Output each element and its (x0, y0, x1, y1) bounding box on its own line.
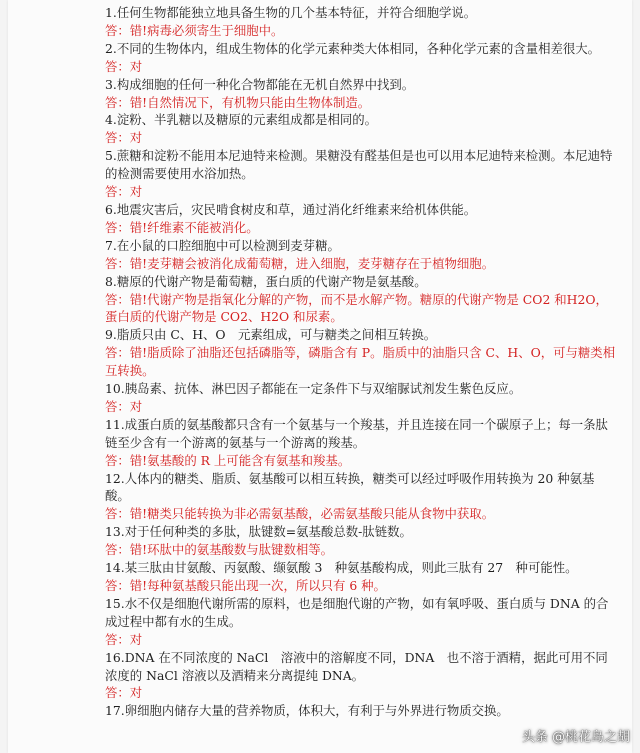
question-10: 10.胰岛素、抗体、淋巴因子都能在一定条件下与双缩脲试剂发生紫色反应。 (105, 381, 522, 397)
question-14: 14.某三肽由甘氨酸、丙氨酸、缬氨酸 3 种氨基酸构成，则此三肽有 27 种可能性。 (105, 560, 578, 576)
question-15: 15.水不仅是细胞代谢所需的原料，也是细胞代谢的产物，如有氧呼吸、蛋白质与 DNA 的合成过程中都有水的生成。 (105, 595, 609, 629)
answer-2: 答：对 (105, 58, 143, 74)
answer-13: 答：错!环肽中的氨基酸数与肽键数相等。 (105, 542, 334, 558)
question-13: 13.对于任何种类的多肽，肽键数=氨基酸总数-肽链数。 (105, 524, 412, 540)
question-7: 7.在小鼠的口腔细胞中可以检测到麦芽糖。 (105, 237, 340, 253)
question-4: 4.淀粉、半乳糖以及糖原的元素组成都是相同的。 (105, 112, 378, 128)
answer-6: 答：错!纤维素不能被消化。 (105, 219, 259, 235)
question-17: 17.卵细胞内储存大量的营养物质，体积大，有利于与外界进行物质交换。 (105, 703, 509, 719)
question-2: 2.不同的生物体内，组成生物体的化学元素种类大体相同，各种化学元素的含量相差很大。 (105, 40, 601, 56)
answer-11: 答：错!氨基酸的 R 上可能含有氨基和羧基。 (105, 452, 351, 468)
answer-1: 答：错!病毒必须寄生于细胞中。 (105, 22, 284, 38)
watermark: 头条 @桃花岛之胡 (521, 730, 630, 745)
answer-5: 答：对 (105, 184, 143, 200)
answer-4: 答：对 (105, 130, 143, 146)
qa-list (105, 4, 617, 720)
question-3: 3.构成细胞的任何一种化合物都能在无机自然界中找到。 (105, 76, 415, 92)
document-page (8, 0, 632, 753)
answer-14: 答：错!每种氨基酸只能出现一次，所以只有 6 种。 (105, 578, 386, 593)
answer-3: 答：错!自然情况下，有机物只能由生物体制造。 (105, 94, 371, 110)
answer-8: 答：错!代谢产物是指氧化分解的产物，而不是水解产物。糖原的代谢产物是 CO2 和H2O，蛋白质的代谢产物是 CO2、H2O 和尿素。 (105, 291, 608, 325)
answer-10: 答：对 (105, 398, 143, 414)
question-16: 16.DNA 在不同浓度的 NaCl 溶液中的溶解度不同，DNA 也不溶于酒精，据此可用不同浓度的 NaCl 溶液以及酒精来分离提纯 DNA。 (105, 649, 608, 683)
answer-15: 答：对 (105, 631, 143, 647)
question-5: 5.蔗糖和淀粉不能用本尼迪特来检测。果糖没有醛基但是也可以用本尼迪特来检测。本尼迪特的检测需要使用水浴加热。 (105, 148, 613, 182)
question-12: 12.人体内的糖类、脂质、氨基酸可以相互转换，糖类可以经过呼吸作用转换为 20 种氨基酸。 (105, 470, 595, 504)
answer-7: 答：错!麦芽糖会被消化成葡萄糖，进入细胞，麦芽糖存在于植物细胞。 (105, 255, 495, 271)
question-11: 11.成蛋白质的氨基酸都只含有一个氨基与一个羧基，并且连接在同一个碳原子上；每一条肽链至少含有一个游离的氨基与一个游离的羧基。 (105, 416, 608, 450)
answer-16: 答：对 (105, 685, 143, 701)
question-9: 9.脂质只由 C、H、O 元素组成，可与糖类之间相互转换。 (105, 327, 437, 343)
answer-9: 答：错!脂质除了油脂还包括磷脂等，磷脂含有 P。脂质中的油脂只含 C、H、O，可与糖类相互转换。 (105, 345, 616, 379)
question-8: 8.糖原的代谢产物是葡萄糖，蛋白质的代谢产物是氨基酸。 (105, 273, 427, 289)
question-1: 1.任何生物都能独立地具备生物的几个基本特征，并符合细胞学说。 (105, 5, 477, 20)
question-6: 6.地震灾害后，灾民啃食树皮和草，通过消化纤维素来给机体供能。 (105, 201, 477, 217)
answer-12: 答：错!糖类只能转换为非必需氨基酸，必需氨基酸只能从食物中获取。 (105, 506, 495, 522)
